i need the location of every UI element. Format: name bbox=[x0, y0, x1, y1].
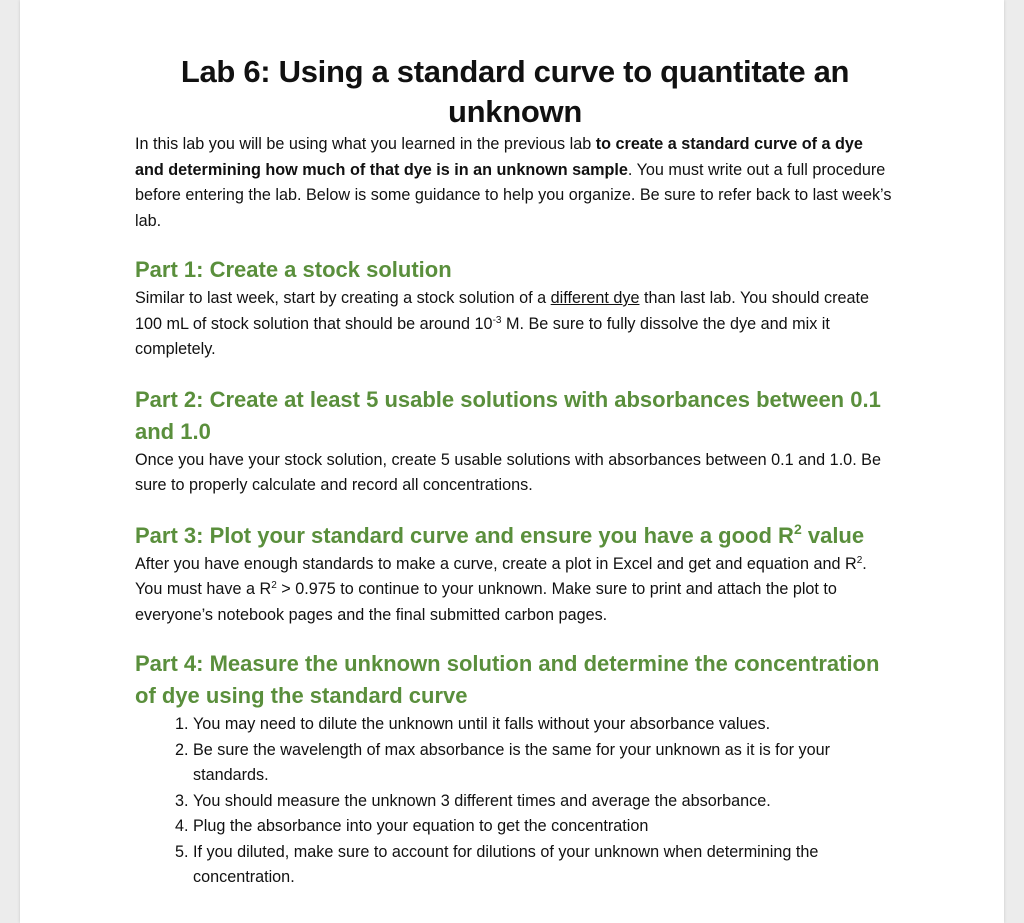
intro-text-2: . You must write out a full procedure before entering the lab. Below is some guidance to help you organize. Be sure to refer back to last week’s lab. bbox=[135, 160, 892, 230]
list-item: 3. You should measure the unknown 3 different times and average the absorbance. bbox=[193, 789, 895, 815]
part1-exponent: -3 bbox=[492, 314, 502, 326]
part2-paragraph: Once you have your stock solution, create 5 usable solutions with absorbances between 0.1 and 1.0. Be sure to properly calculate and record all concentrations. bbox=[135, 450, 881, 494]
part3-heading bbox=[135, 520, 895, 552]
part4-steps-list bbox=[135, 712, 895, 891]
part1-text-2: than last lab. You should create 100 mL of stock solution that should be around 10 bbox=[135, 289, 869, 333]
part1-text-1: Similar to last week, start by creating a stock solution of a bbox=[135, 289, 551, 307]
list-item: 1. You may need to dilute the unknown until it falls without your absorbance values. bbox=[193, 712, 895, 738]
part3-heading-text-a: Part 3: Plot your standard curve and ensure you have a good R bbox=[135, 522, 794, 548]
part4-heading: Part 4: Measure the unknown solution and determine the concentration of dye using the standard curve bbox=[135, 651, 880, 708]
part1-underlined-text: different dye bbox=[550, 289, 640, 307]
part2-heading: Part 2: Create at least 5 usable solutions with absorbances between 0.1 and 1.0 bbox=[135, 386, 881, 444]
intro-bold-text: to create a standard curve of a dye and determining how much of that dye is in an unknown sample bbox=[135, 135, 863, 179]
part3-sup-1: 2 bbox=[856, 554, 863, 566]
list-item: 5. If you diluted, make sure to account for dilutions of your unknown when determining the concentration. bbox=[193, 840, 895, 891]
part3-text-2: . You must have a R bbox=[135, 554, 867, 598]
intro-paragraph bbox=[135, 132, 895, 234]
part3-text-1: After you have enough standards to make a curve, create a plot in Excel and get and equation and R bbox=[135, 554, 857, 573]
part1-paragraph bbox=[135, 286, 895, 363]
part1-heading: Part 1: Create a stock solution bbox=[135, 257, 452, 282]
part3-paragraph bbox=[135, 552, 895, 629]
document-page bbox=[20, 0, 1004, 923]
list-item: 2. Be sure the wavelength of max absorbance is the same for your unknown as it is for your standards. bbox=[193, 738, 895, 789]
page-title: Lab 6: Using a standard curve to quantitate an unknown bbox=[180, 54, 850, 129]
document-content bbox=[135, 52, 895, 891]
part3-text-3: > 0.975 to continue to your unknown. Make sure to print and attach the plot to everyone’s notebook pages and the final submitted carbon pages. bbox=[135, 580, 837, 624]
intro-text-1: In this lab you will be using what you learned in the previous lab bbox=[135, 135, 596, 153]
part3-heading-text-b: value bbox=[801, 522, 865, 548]
list-item: 4. Plug the absorbance into your equation to get the concentration bbox=[193, 814, 895, 840]
part3-heading-sup: 2 bbox=[793, 520, 802, 537]
part1-text-3: M. Be sure to fully dissolve the dye and mix it completely. bbox=[135, 314, 830, 358]
part3-sup-2: 2 bbox=[271, 580, 277, 591]
